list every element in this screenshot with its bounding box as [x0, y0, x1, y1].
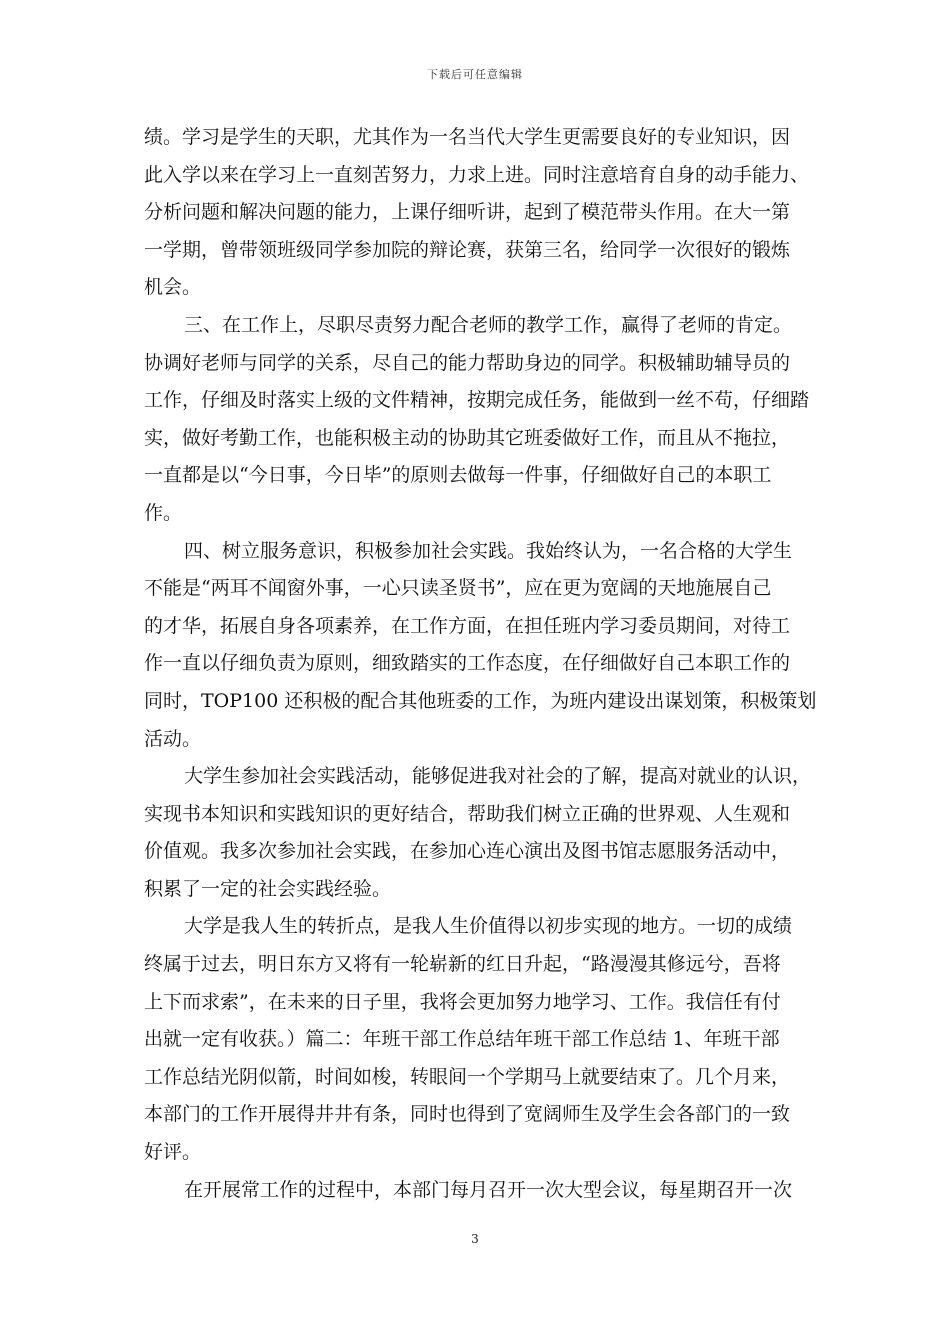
text-line: 实，做好考勤工作，也能积极主动的协助其它班委做好工作，而且从不拖拉， — [144, 426, 791, 449]
text-line: 实现书本知识和实践知识的更好结合，帮助我们树立正确的世界观、人生观和 — [144, 802, 791, 825]
text-line: 好评。 — [144, 1141, 202, 1164]
text-line: 一学期，曾带领班级同学参加院的辩论赛，获第三名，给同学一次很好的锻炼 — [144, 238, 791, 261]
text-line: 作一直以仔细负责为原则，细致踏实的工作态度，在仔细做好自己本职工作的 — [144, 652, 791, 675]
page-number: 3 — [471, 1232, 479, 1246]
text-line: 绩。学习是学生的天职，尤其作为一名当代大学生更需要良好的专业知识，因 — [144, 126, 791, 148]
text-line: 机会。 — [144, 276, 202, 299]
text-line: 工作总结光阴似箭，时间如梭，转眼间一个学期马上就要结束了。几个月来， — [144, 1065, 791, 1088]
document-body — [144, 119, 817, 1209]
text-line: 的才华，拓展自身各项素养，在工作方面，在担任班内学习委员期间，对待工 — [144, 614, 791, 637]
text-line: 终属于过去，明日东方又将有一轮崭新的红日升起，“路漫漫其修远兮，吾将 — [144, 953, 781, 976]
text-line: 不能是“两耳不闻窗外事，一心只读圣贤书”，应在更为宽阔的天地施展自己 — [144, 577, 772, 600]
text-line: 本部门的工作开展得井井有条，同时也得到了宽阔师生及学生会各部门的一致 — [144, 1103, 791, 1126]
page-header: 下载后可任意编辑 — [427, 68, 523, 81]
text-line: 作。 — [144, 501, 183, 524]
text-line: 分析问题和解决问题的能力，上课仔细听讲，起到了模范带头作用。在大一第 — [144, 201, 791, 224]
text-line: 工作，仔细及时落实上级的文件精神，按期完成任务，能做到一丝不苟，仔细踏 — [144, 389, 810, 412]
text-line: 同时，TOP100 还积极的配合其他班委的工作，为班内建设出谋划策，积极策划 — [144, 689, 817, 712]
paragraph-start-line: 大学是我人生的转折点，是我人生价值得以初步实现的地方。一切的成绩 — [184, 915, 793, 938]
text-line: 一直都是以“今日事，今日毕”的原则去做每一件事，仔细做好自己的本职工 — [144, 464, 772, 487]
paragraph-start-line: 在开展常工作的过程中，本部门每月召开一次大型会议，每星期召开一次 — [184, 1178, 793, 1201]
paragraph-start-line: 四、树立服务意识，积极参加社会实践。我始终认为，一名合格的大学生 — [184, 539, 793, 562]
text-line: 活动。 — [144, 727, 202, 750]
text-line: 价值观。我多次参加社会实践，在参加心连心演出及图书馆志愿服务活动中， — [144, 840, 791, 863]
paragraph-start-line: 大学生参加社会实践活动，能够促进我对社会的了解，提高对就业的认识， — [184, 765, 812, 788]
text-line: 此入学以来在学习上一直刻苦努力，力求上进。同时注意培育自身的动手能力、 — [144, 163, 810, 186]
text-line: 协调好老师与同学的关系，尽自己的能力帮助身边的同学。积极辅助辅导员的 — [144, 351, 791, 374]
paragraph-start-line: 三、在工作上，尽职尽责努力配合老师的教学工作，赢得了老师的肯定。 — [184, 313, 793, 336]
text-line: 积累了一定的社会实践经验。 — [144, 877, 392, 900]
text-line: 上下而求索”，在未来的日子里，我将会更加努力地学习、工作。我信任有付 — [144, 990, 781, 1013]
text-line: 出就一定有收获。）篇二：年班干部工作总结年班干部工作总结 1、年班干部 — [144, 1028, 780, 1051]
